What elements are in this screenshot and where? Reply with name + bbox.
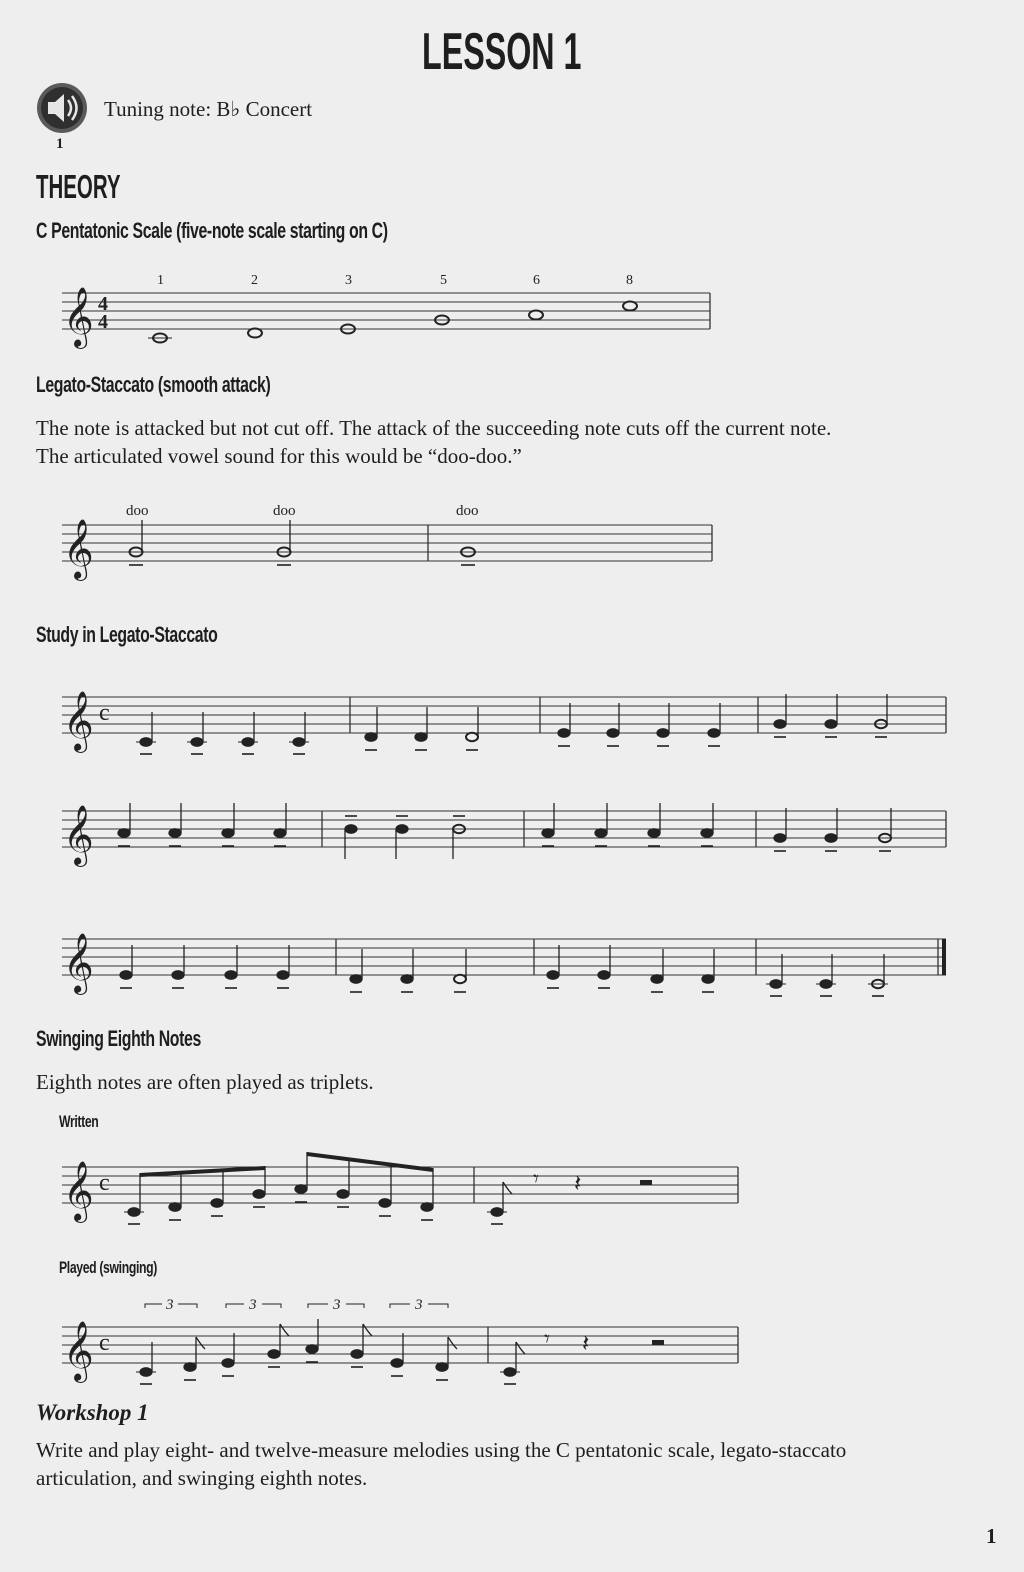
treble-clef: 𝄞	[63, 1321, 94, 1381]
eighth-rest: 𝄾	[533, 1167, 539, 1192]
tuning-note-label: Tuning note: B♭ Concert	[104, 97, 313, 121]
note-c-high	[623, 302, 637, 311]
lesson-title: LESSON 1	[422, 23, 582, 81]
quarter-rest: 𝄽	[574, 1169, 582, 1197]
quarter-rest: 𝄽	[582, 1329, 590, 1357]
treble-clef: 𝄞	[63, 519, 94, 579]
legato-paragraph-2: The articulated vowel sound for this would be “doo-doo.”	[36, 444, 522, 468]
half-rest	[652, 1340, 664, 1345]
syllable: doo	[456, 503, 479, 519]
written-staff	[0, 1138, 1024, 1228]
played-staff	[0, 1298, 1024, 1388]
study-staff-1	[0, 668, 1024, 768]
half-rest	[640, 1180, 652, 1185]
treble-clef: 𝄞	[63, 287, 94, 347]
audio-track[interactable]	[36, 80, 88, 156]
study-heading: Study in Legato-Staccato	[36, 622, 218, 647]
degree-label: 3	[345, 273, 352, 288]
workshop-title: Workshop 1	[36, 1400, 149, 1425]
treble-clef: 𝄞	[63, 933, 94, 993]
degree-label: 6	[533, 273, 540, 288]
track-number: 1	[56, 136, 64, 152]
note-d	[248, 329, 262, 338]
treble-clef: 𝄞	[63, 805, 94, 865]
treble-clef: 𝄞	[63, 691, 94, 751]
triplet-mark: 3	[166, 1297, 174, 1313]
treble-clef: 𝄞	[63, 1161, 94, 1221]
degree-label: 2	[251, 273, 258, 288]
written-label: Written	[59, 1112, 99, 1131]
time-sig-top: 4	[98, 293, 108, 315]
swing-description: Eighth notes are often played as triplets.	[36, 1070, 374, 1094]
study-staff-2	[0, 782, 1024, 882]
degree-label: 8	[626, 273, 633, 288]
legato-heading: Legato-Staccato (smooth attack)	[36, 372, 271, 397]
pentatonic-heading: C Pentatonic Scale (five-note scale starting on C)	[36, 218, 388, 243]
speaker-icon	[36, 80, 88, 136]
played-label: Played (swinging)	[59, 1258, 157, 1277]
theory-heading: THEORY	[36, 168, 121, 205]
note-a	[529, 311, 543, 320]
study-staff-3	[0, 910, 1024, 1010]
page-number: 1	[986, 1524, 997, 1548]
common-time: c	[99, 700, 110, 726]
triplet-mark: 3	[333, 1297, 341, 1313]
syllable: doo	[126, 503, 149, 519]
legato-staff	[0, 496, 1024, 586]
triplet-mark: 3	[415, 1297, 423, 1313]
workshop-line-1: Write and play eight- and twelve-measure melodies using the C pentatonic scale, legato-staccato	[36, 1438, 847, 1462]
common-time: c	[99, 1330, 110, 1356]
workshop-line-2: articulation, and swinging eighth notes.	[36, 1466, 368, 1490]
eighth-rest: 𝄾	[544, 1327, 550, 1352]
legato-paragraph-1: The note is attacked but not cut off. The attack of the succeeding note cuts off the current note.	[36, 416, 832, 440]
triplet-mark: 3	[249, 1297, 257, 1313]
syllable: doo	[273, 503, 296, 519]
time-sig-bottom: 4	[98, 311, 108, 333]
degree-label: 1	[157, 273, 164, 288]
pentatonic-staff	[0, 264, 1024, 354]
swing-heading: Swinging Eighth Notes	[36, 1026, 201, 1051]
common-time: c	[99, 1170, 110, 1196]
degree-label: 5	[440, 273, 447, 288]
